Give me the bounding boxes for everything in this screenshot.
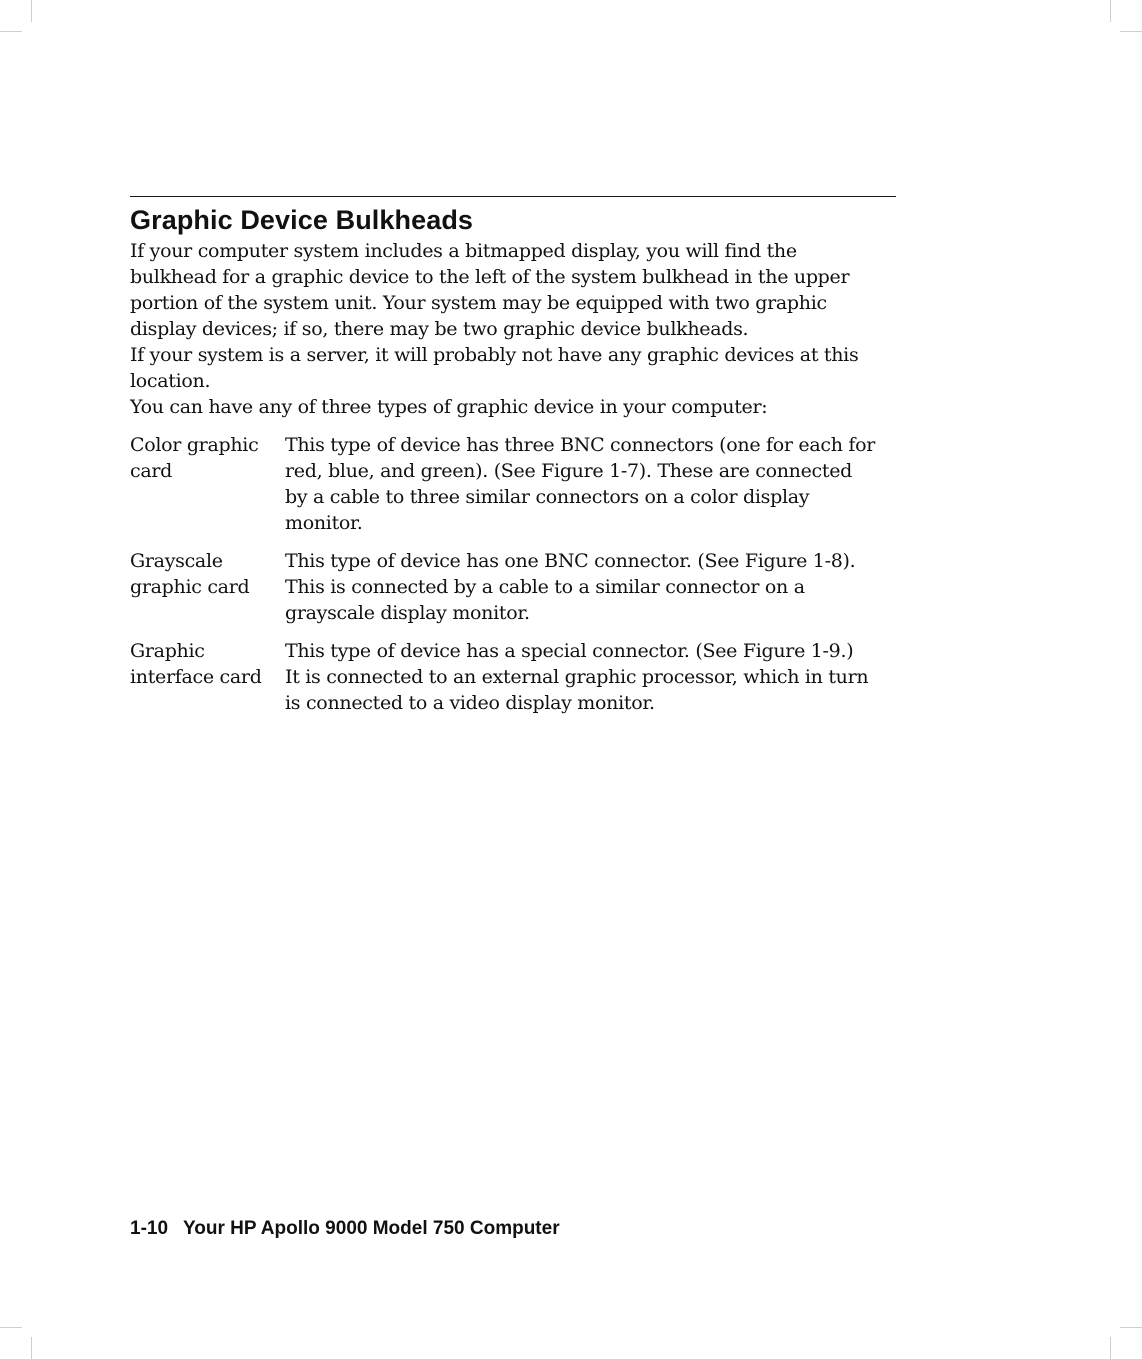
device-term [130, 548, 285, 626]
device-term [130, 638, 285, 716]
term-line: interface card [130, 666, 262, 688]
device-description [285, 432, 896, 536]
book-title: Your HP Apollo 9000 Model 750 Computer [183, 1218, 560, 1239]
crop-mark-top-right-h [1120, 31, 1142, 32]
device-type-list [130, 432, 896, 716]
term-line: Color graphic [130, 434, 259, 456]
description-line: monitor. [285, 512, 363, 534]
crop-mark-bottom-right-v [1110, 1337, 1111, 1359]
description-line: It is connected to an external graphic processor, which in turn [285, 666, 869, 688]
crop-mark-top-right-v [1110, 0, 1111, 22]
paragraph-server [130, 342, 896, 394]
description-line: grayscale display monitor. [285, 602, 530, 624]
paragraph-types-intro [130, 394, 896, 420]
paragraph-line: If your computer system includes a bitmapped display, you will find the [130, 240, 797, 262]
paragraph-line: portion of the system unit. Your system may be equipped with two graphic [130, 292, 827, 314]
crop-mark-bottom-right-h [1120, 1327, 1142, 1328]
description-line: This type of device has three BNC connectors (one for each for [285, 434, 876, 456]
term-line: card [130, 460, 173, 482]
device-type-grayscale [130, 548, 896, 626]
paragraph-line: location. [130, 370, 211, 392]
crop-mark-top-left-v [31, 0, 32, 22]
section-rule [130, 196, 896, 197]
paragraph-line: display devices; if so, there may be two graphic device bulkheads. [130, 318, 749, 340]
device-type-interface [130, 638, 896, 716]
description-line: is connected to a video display monitor. [285, 692, 655, 714]
term-line: graphic card [130, 576, 250, 598]
page-number: 1-10 [130, 1218, 169, 1239]
term-line: Grayscale [130, 550, 223, 572]
description-line: This type of device has one BNC connector. (See Figure 1-8). [285, 550, 856, 572]
body-text [130, 238, 896, 716]
description-line: This is connected by a cable to a similar connector on a [285, 576, 805, 598]
device-description [285, 638, 896, 716]
term-line: Graphic [130, 640, 205, 662]
description-line: by a cable to three similar connectors on a color display [285, 486, 810, 508]
crop-mark-bottom-left-h [0, 1327, 22, 1328]
description-line: This type of device has a special connector. (See Figure 1-9.) [285, 640, 854, 662]
description-line: red, blue, and green). (See Figure 1-7). These are connected [285, 460, 853, 482]
device-description [285, 548, 896, 626]
paragraph-line: If your system is a server, it will probably not have any graphic devices at this [130, 344, 859, 366]
paragraph-intro [130, 238, 896, 342]
paragraph-line: bulkhead for a graphic device to the left of the system bulkhead in the upper [130, 266, 850, 288]
crop-mark-top-left-h [0, 31, 22, 32]
crop-mark-bottom-left-v [31, 1337, 32, 1359]
page-footer [130, 1216, 560, 1242]
page-content [130, 196, 896, 728]
paragraph-line: You can have any of three types of graphic device in your computer: [130, 396, 768, 418]
device-type-color [130, 432, 896, 536]
device-term [130, 432, 285, 536]
section-title: Graphic Device Bulkheads [130, 205, 474, 235]
